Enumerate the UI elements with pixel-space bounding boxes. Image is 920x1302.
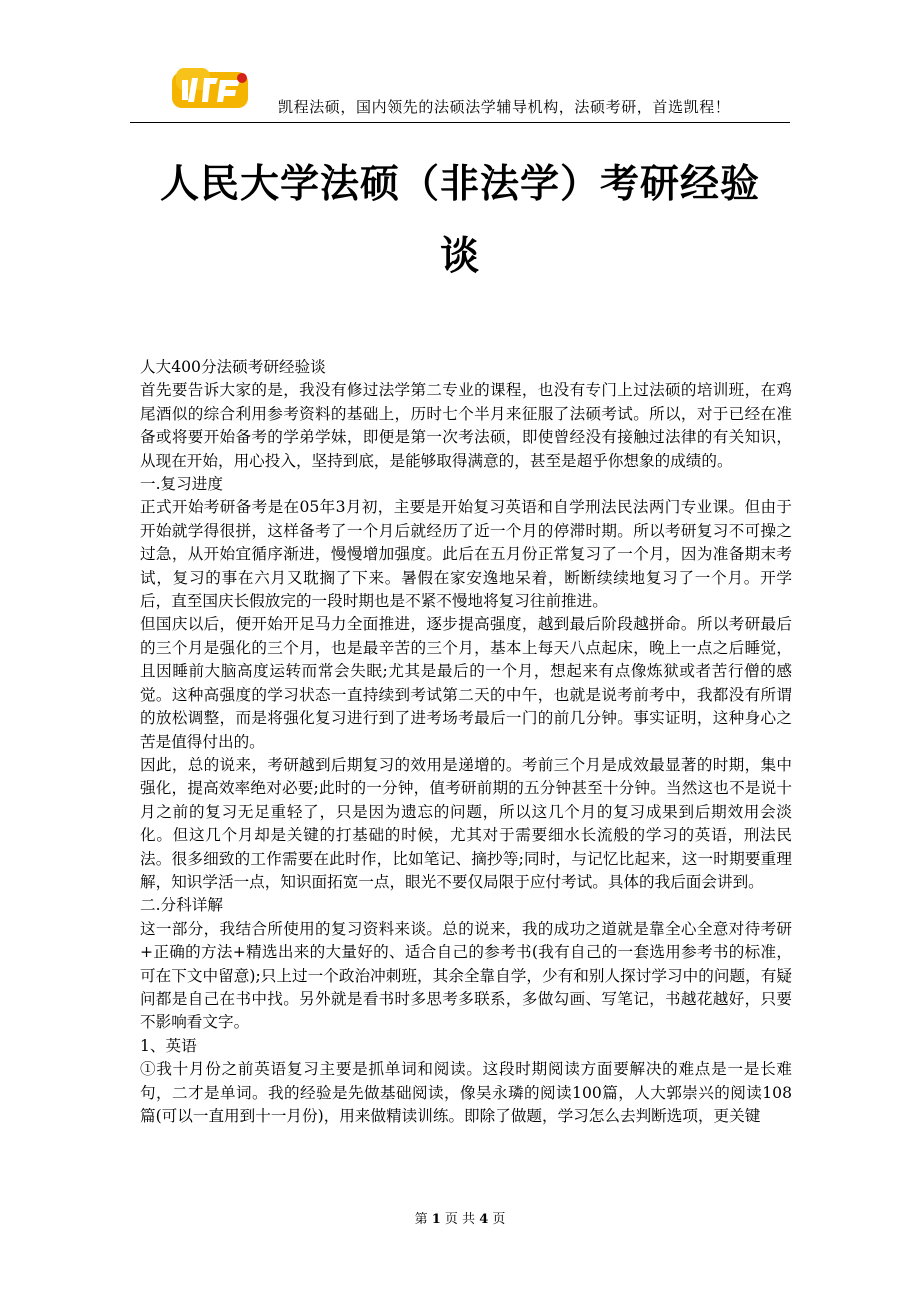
body-paragraph-progress-3: 因此，总的说来，考研越到后期复习的效用是递增的。考前三个月是成效最显著的时期，集中强化，提高效率绝对必要;此时的一分钟，值考研前期的五分钟甚至十分钟。当然这也不是说十月之前的复习无足重轻了，只是因为遗忘的问题，所以这几个月的复习成果到后期效用会淡化。但这几个月却是关键的打基础的时候，尤其对于需要细水长流般的学习的英语，刑法民法。很多细致的工作需要在此时作，比如笔记、摘抄等;同时，与记忆比起来，这一时期要重理解，知识学活一点，知识面拓宽一点，眼光不要仅局限于应付考试。具体的我后面会讲到。 <box>140 755 792 891</box>
footer-middle: 页 共 <box>444 1212 476 1227</box>
page-footer <box>0 1208 920 1227</box>
body-paragraph-english: ①我十月份之前英语复习主要是抓单词和阅读。这段时期阅读方面要解决的难点是一是长难句，二才是单词。我的经验是先做基础阅读，像吴永璘的阅读100篇，人大郭崇兴的阅读108篇(可以一直用到十一月份)，用来做精读训练。即除了做题，学习怎么去判断选项，更关键 <box>140 1060 792 1125</box>
body-paragraph-progress-1: 正式开始考研备考是在05年3月初，主要是开始复习英语和自学刑法民法两门专业课。但由于开始就学得很拼，这样备考了一个月后就经历了近一个月的停滞时期。所以考研复习不可操之过急，从开始宜循序渐进，慢慢增加强度。此后在五月份正常复习了一个月，因为准备期末考试，复习的事在六月又耽搁了下来。暑假在家安逸地呆着，断断续续地复习了一个月。开学后，直至国庆长假放完的一段时期也是不紧不慢地将复习往前推进。 <box>140 498 792 611</box>
kaicheng-logo <box>170 66 252 112</box>
document-body <box>140 356 792 1128</box>
footer-suffix: 页 <box>492 1212 506 1227</box>
page-header <box>130 60 790 124</box>
document-title <box>130 148 790 292</box>
body-paragraph-intro: 首先要告诉大家的是，我没有修过法学第二专业的课程，也没有专门上过法硕的培训班，在鸡尾酒似的综合利用参考资料的基础上，历时七个半月来征服了法硕考试。所以，对于已经在准备或将要开始备考的学弟学妹，即便是第一次考法硕，即使曾经没有接触过法律的有关知识，从现在开始，用心投入，坚持到底，是能够取得满意的，甚至是超乎你想象的成绩的。 <box>140 381 792 470</box>
body-subtitle: 人大400分法硕考研经验谈 <box>140 358 326 376</box>
section-heading-subjects: 二.分科详解 <box>140 896 223 915</box>
title-line-1: 人民大学法硕（非法学）考研经验 <box>159 161 760 207</box>
section-heading-progress: 一.复习进度 <box>140 475 223 494</box>
footer-prefix: 第 <box>414 1212 428 1227</box>
header-divider <box>130 122 790 123</box>
footer-page-number: 1 <box>431 1212 441 1227</box>
body-paragraph-subjects: 这一部分，我结合所使用的复习资料来谈。总的说来，我的成功之道就是靠全心全意对待考研+正确的方法+精选出来的大量好的、适合自己的参考书(我有自己的一套选用参考书的标准，可在下文中留意);只上过一个政治冲刺班，其余全靠自学，少有和别人探讨学习中的问题，有疑问都是自己在书中找。另外就是看书时多思考多联系，多做勾画、写笔记，书越花越好，只要不影响看文字。 <box>140 919 792 1032</box>
title-line-2: 谈 <box>439 233 480 279</box>
body-paragraph-progress-2: 但国庆以后，便开始开足马力全面推进，逐步提高强度，越到最后阶段越拼命。所以考研最后的三个月是强化的三个月，也是最辛苦的三个月，基本上每天八点起床，晚上一点之后睡觉，且因睡前大脑高度运转而常会失眠;尤其是最后的一个月，想起来有点像炼狱或者苦行僧的感觉。这种高强度的学习状态一直持续到考试第二天的中午，也就是说考前考中，我都没有所谓的放松调整，而是将强化复习进行到了进考场考最后一门的前几分钟。事实证明，这种身心之苦是值得付出的。 <box>140 615 792 751</box>
header-slogan: 凯程法硕，国内领先的法硕法学辅导机构，法硕考研，首选凯程！ <box>278 98 731 116</box>
footer-total-pages: 4 <box>479 1212 489 1227</box>
subsection-heading-english: 1、英语 <box>140 1036 197 1055</box>
